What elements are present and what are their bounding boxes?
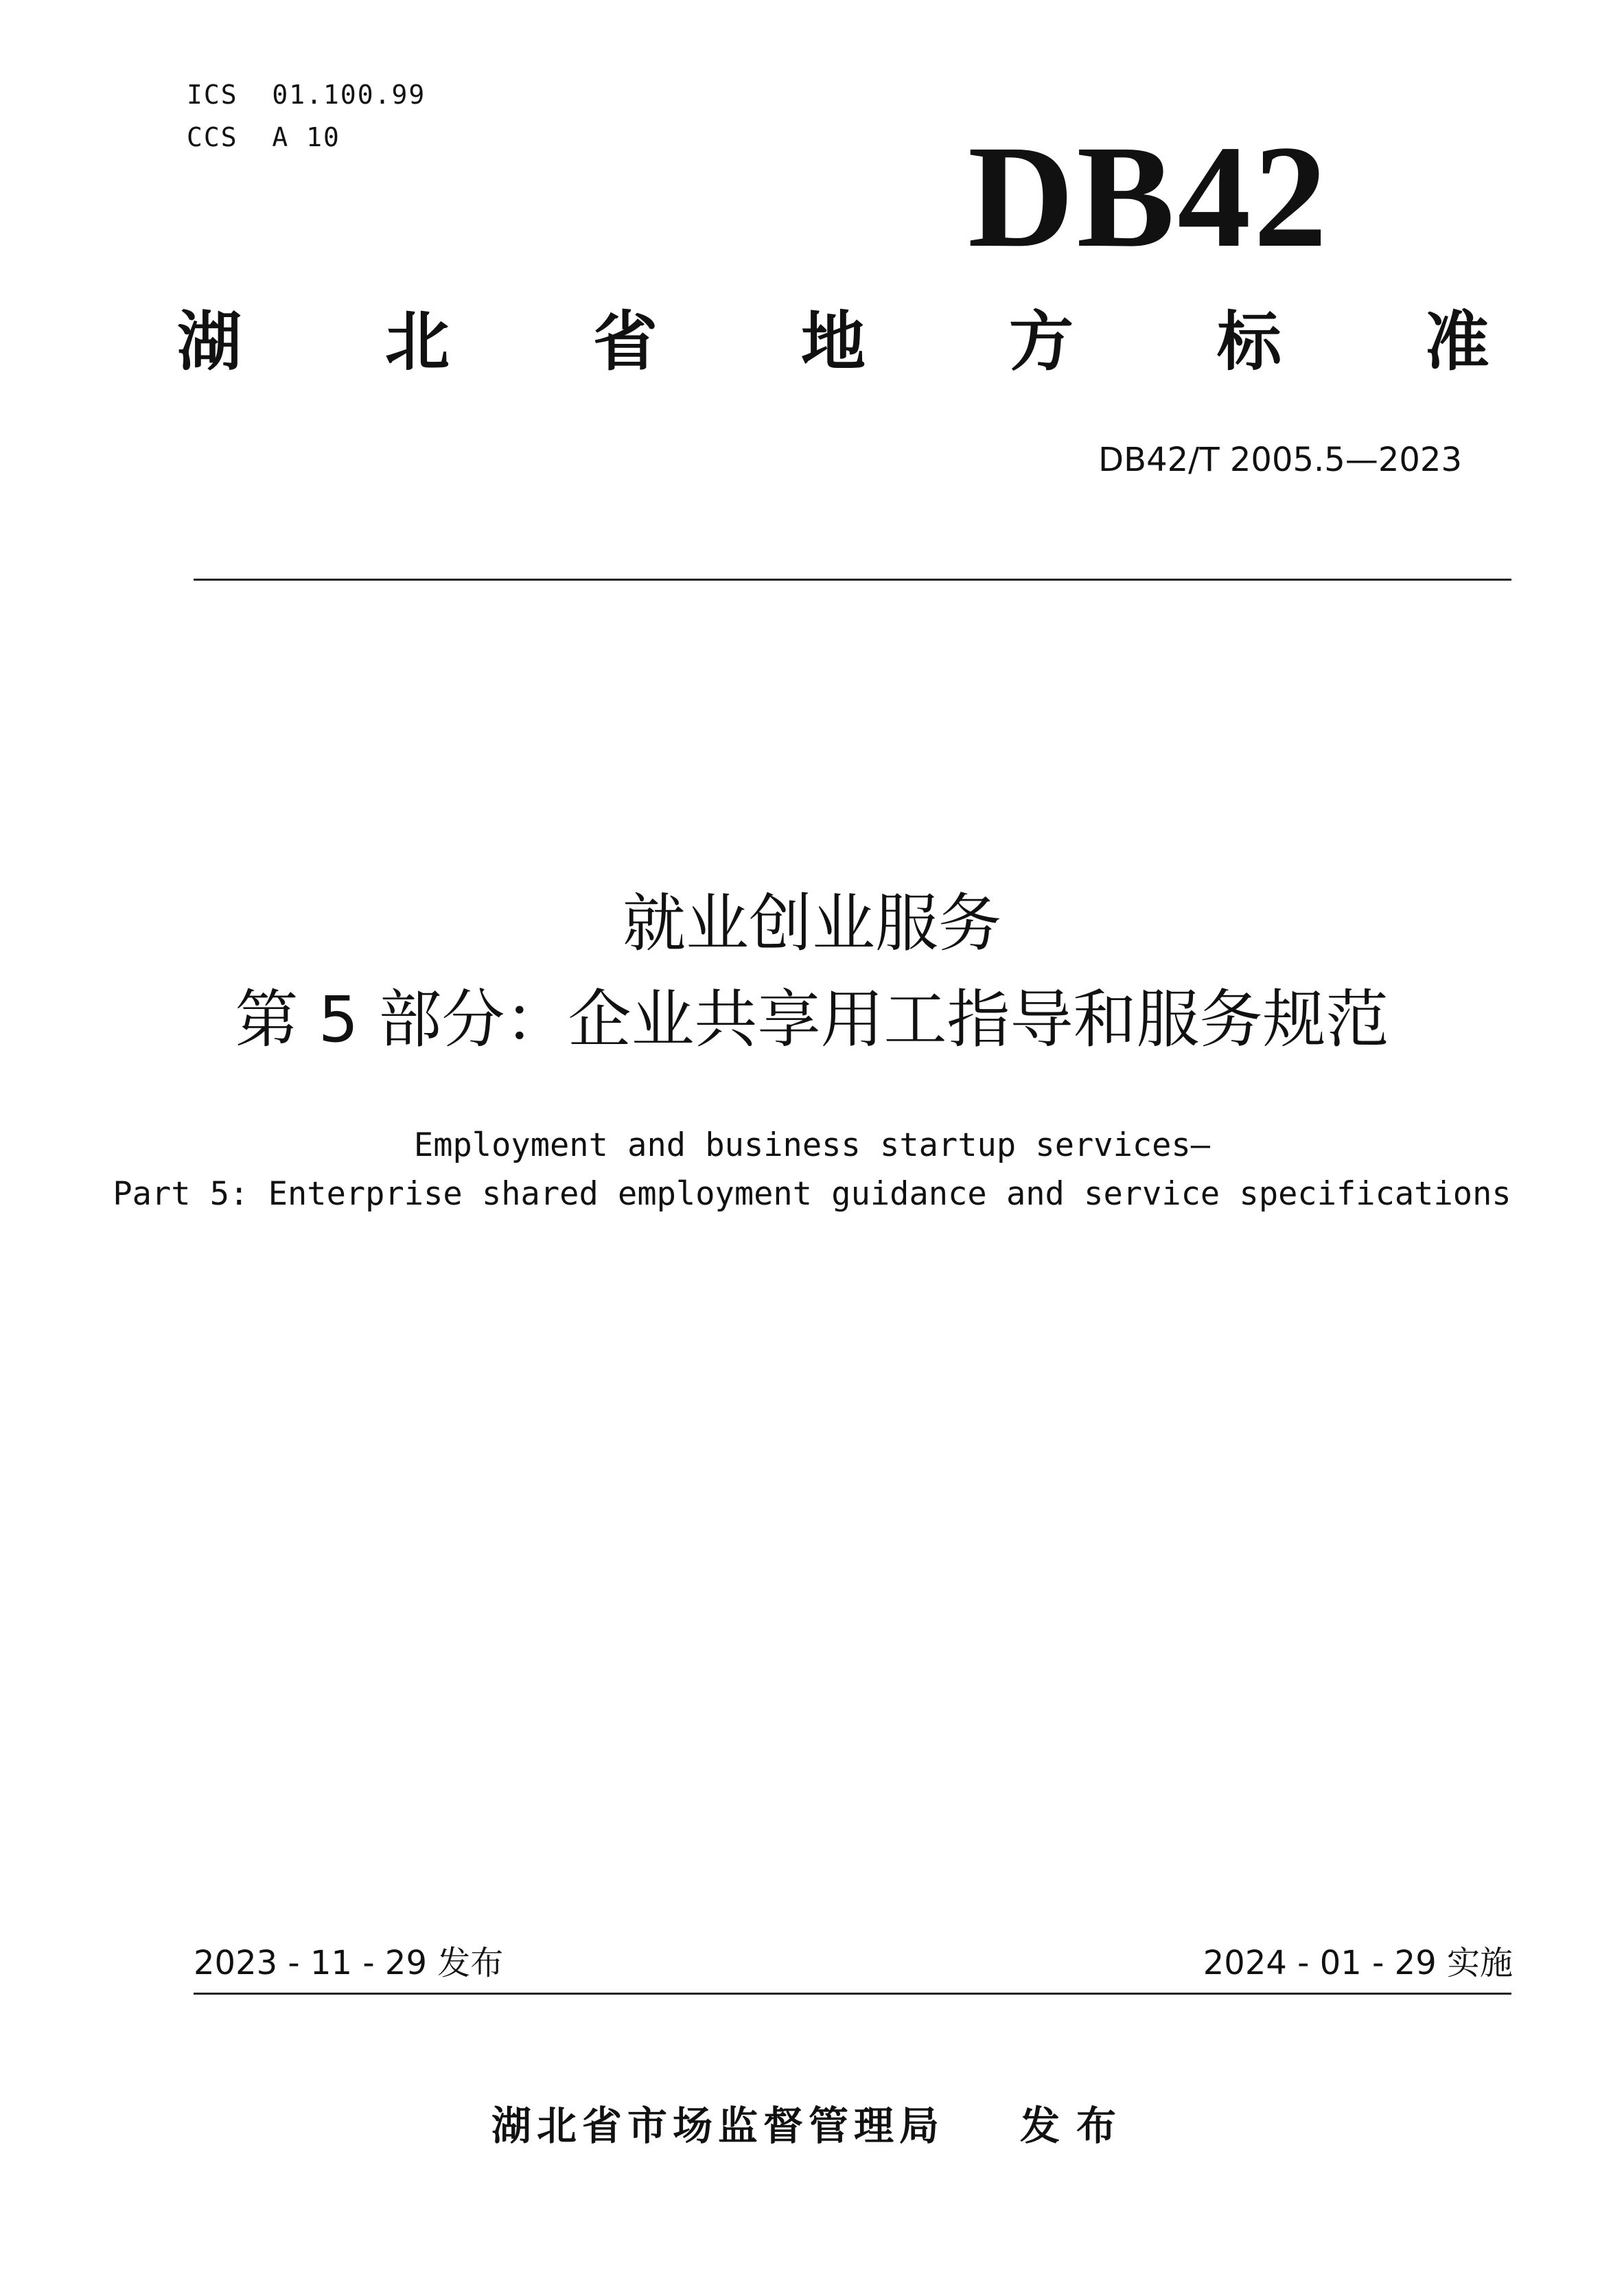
standard-type-char: 方 [1008, 305, 1074, 380]
standard-number: DB42/T 2005.5—2023 [1098, 441, 1462, 479]
english-title-line-2: Part 5: Enterprise shared employment guidance and service specifications [113, 1175, 1511, 1213]
db-code-logo: DB42 [968, 115, 1330, 278]
standard-type-char: 湖 [177, 305, 242, 380]
english-title-line-1: Employment and business startup services— [413, 1126, 1211, 1164]
effective-date: 2024 - 01 - 29 实施 [1203, 1944, 1513, 1982]
standard-type-char: 标 [1216, 305, 1281, 380]
standard-type-char: 地 [800, 305, 866, 380]
ics-code: ICS 01.100.99 [187, 80, 426, 110]
standard-type-heading [177, 305, 1489, 380]
issue-label: 发布 [1020, 2102, 1133, 2149]
issuer-row [0, 2102, 1624, 2149]
standard-type-char: 省 [592, 305, 658, 380]
top-divider [194, 579, 1511, 581]
standard-type-char: 准 [1424, 305, 1489, 380]
standard-type-char: 北 [384, 305, 450, 380]
issuing-authority: 湖北省市场监督管理局 [491, 2102, 944, 2149]
chinese-title-line-2: 第 5 部分：企业共享用工指导和服务规范 [235, 983, 1389, 1056]
chinese-title-line-1: 就业创业服务 [622, 887, 1001, 960]
ccs-code: CCS A 10 [187, 122, 340, 152]
publish-date: 2023 - 11 - 29 发布 [194, 1944, 504, 1982]
bottom-divider [194, 1993, 1511, 1995]
